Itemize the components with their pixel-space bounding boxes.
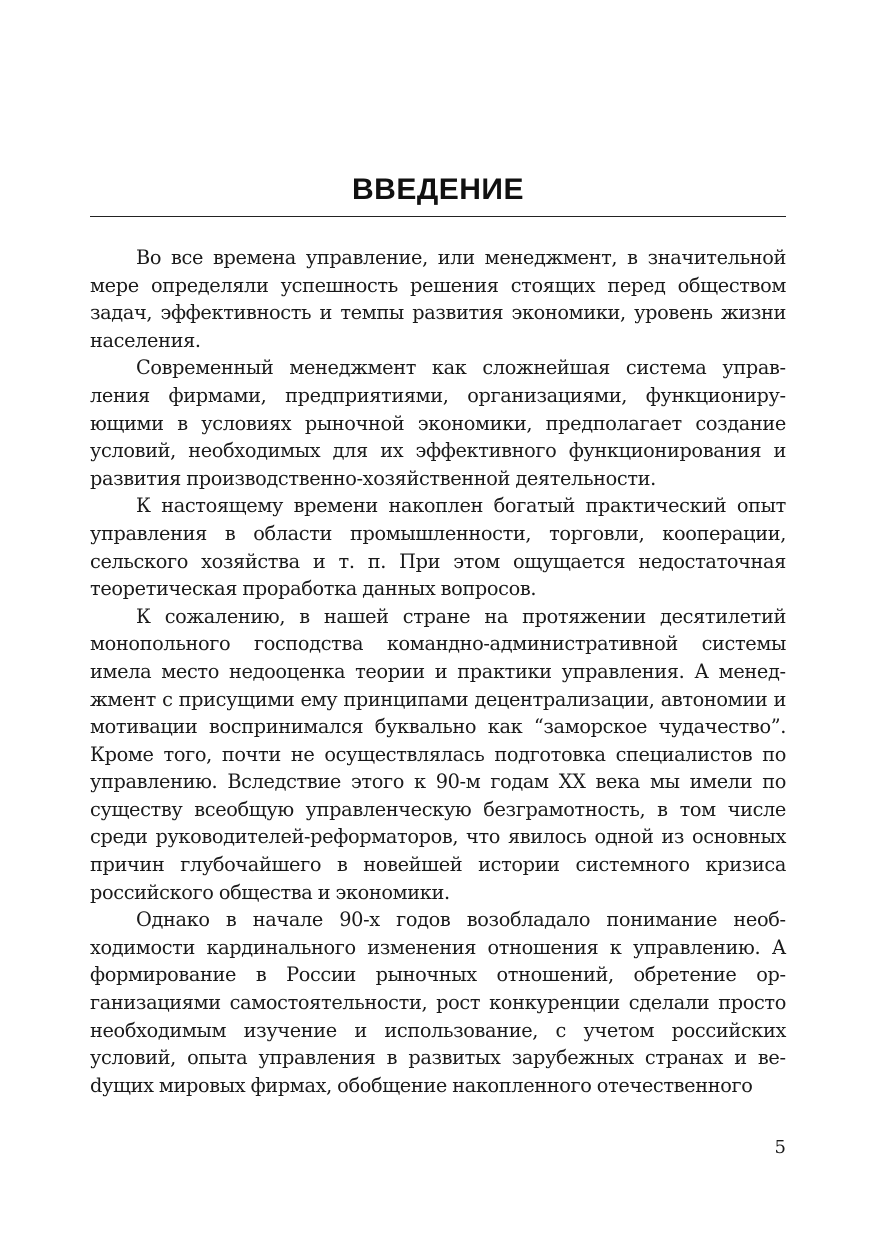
- paragraph: Однако в начале 90-х годов возобладало понимание необходимости кардинального изменения отношения к управлению. А формирование в России рыночных отношений, обретение организациями самостоятельности, рост конкуренции сделали просто необходимым изучение и использование, с учетом российских условий, опыта управления в развитых зарубежных странах и веdущих мировых фирмах, обобщение накопленного отечественного: [90, 908, 786, 1097]
- body-text: [90, 244, 786, 1099]
- paragraph: Во все времена управление, или менеджмент, в значительной мере определяли успешность решения стоящих перед обществом задач, эффективность и темпы развития экономики, уровень жизни населения.: [90, 246, 786, 352]
- paragraph: Современный менеджмент как сложнейшая система управления фирмами, предприятиями, организациями, функционирующими в условиях рыночной экономики, предполагает создание условий, необходимых для их эффективного функционирования и развития производственно-хозяйственной деятельности.: [90, 356, 786, 490]
- paragraph: К настоящему времени накоплен богатый практический опыт управления в области промышленности, торговли, кооперации, сельского хозяйства и т. п. При этом ощущается недостаточная теоретическая проработка данных вопросов.: [90, 494, 786, 601]
- paragraph: К сожалению, в нашей стране на протяжении десятилетий монопольного господства командно-административной системы имела место недооценка теории и практики управления. А менеджмент с присущими ему принципами децентрализации, автономии и мотивации воспринимался буквально как “заморское чудачество”. Кроме того, почти не осуществлялась подготовка специалистов по управлению. Вследствие этого к 90-м годам XX века мы имели по существу всеобщую управленческую безграмотность, в том числе среди руководителей-реформаторов, что явилось одной из основных причин глубочайшего в новейшей истории системного кризиса российского общества и экономики.: [90, 604, 786, 904]
- page-number: 5: [774, 1137, 786, 1158]
- chapter-heading: ВВЕДЕНИЕ: [352, 173, 524, 206]
- heading-rule: [90, 216, 786, 217]
